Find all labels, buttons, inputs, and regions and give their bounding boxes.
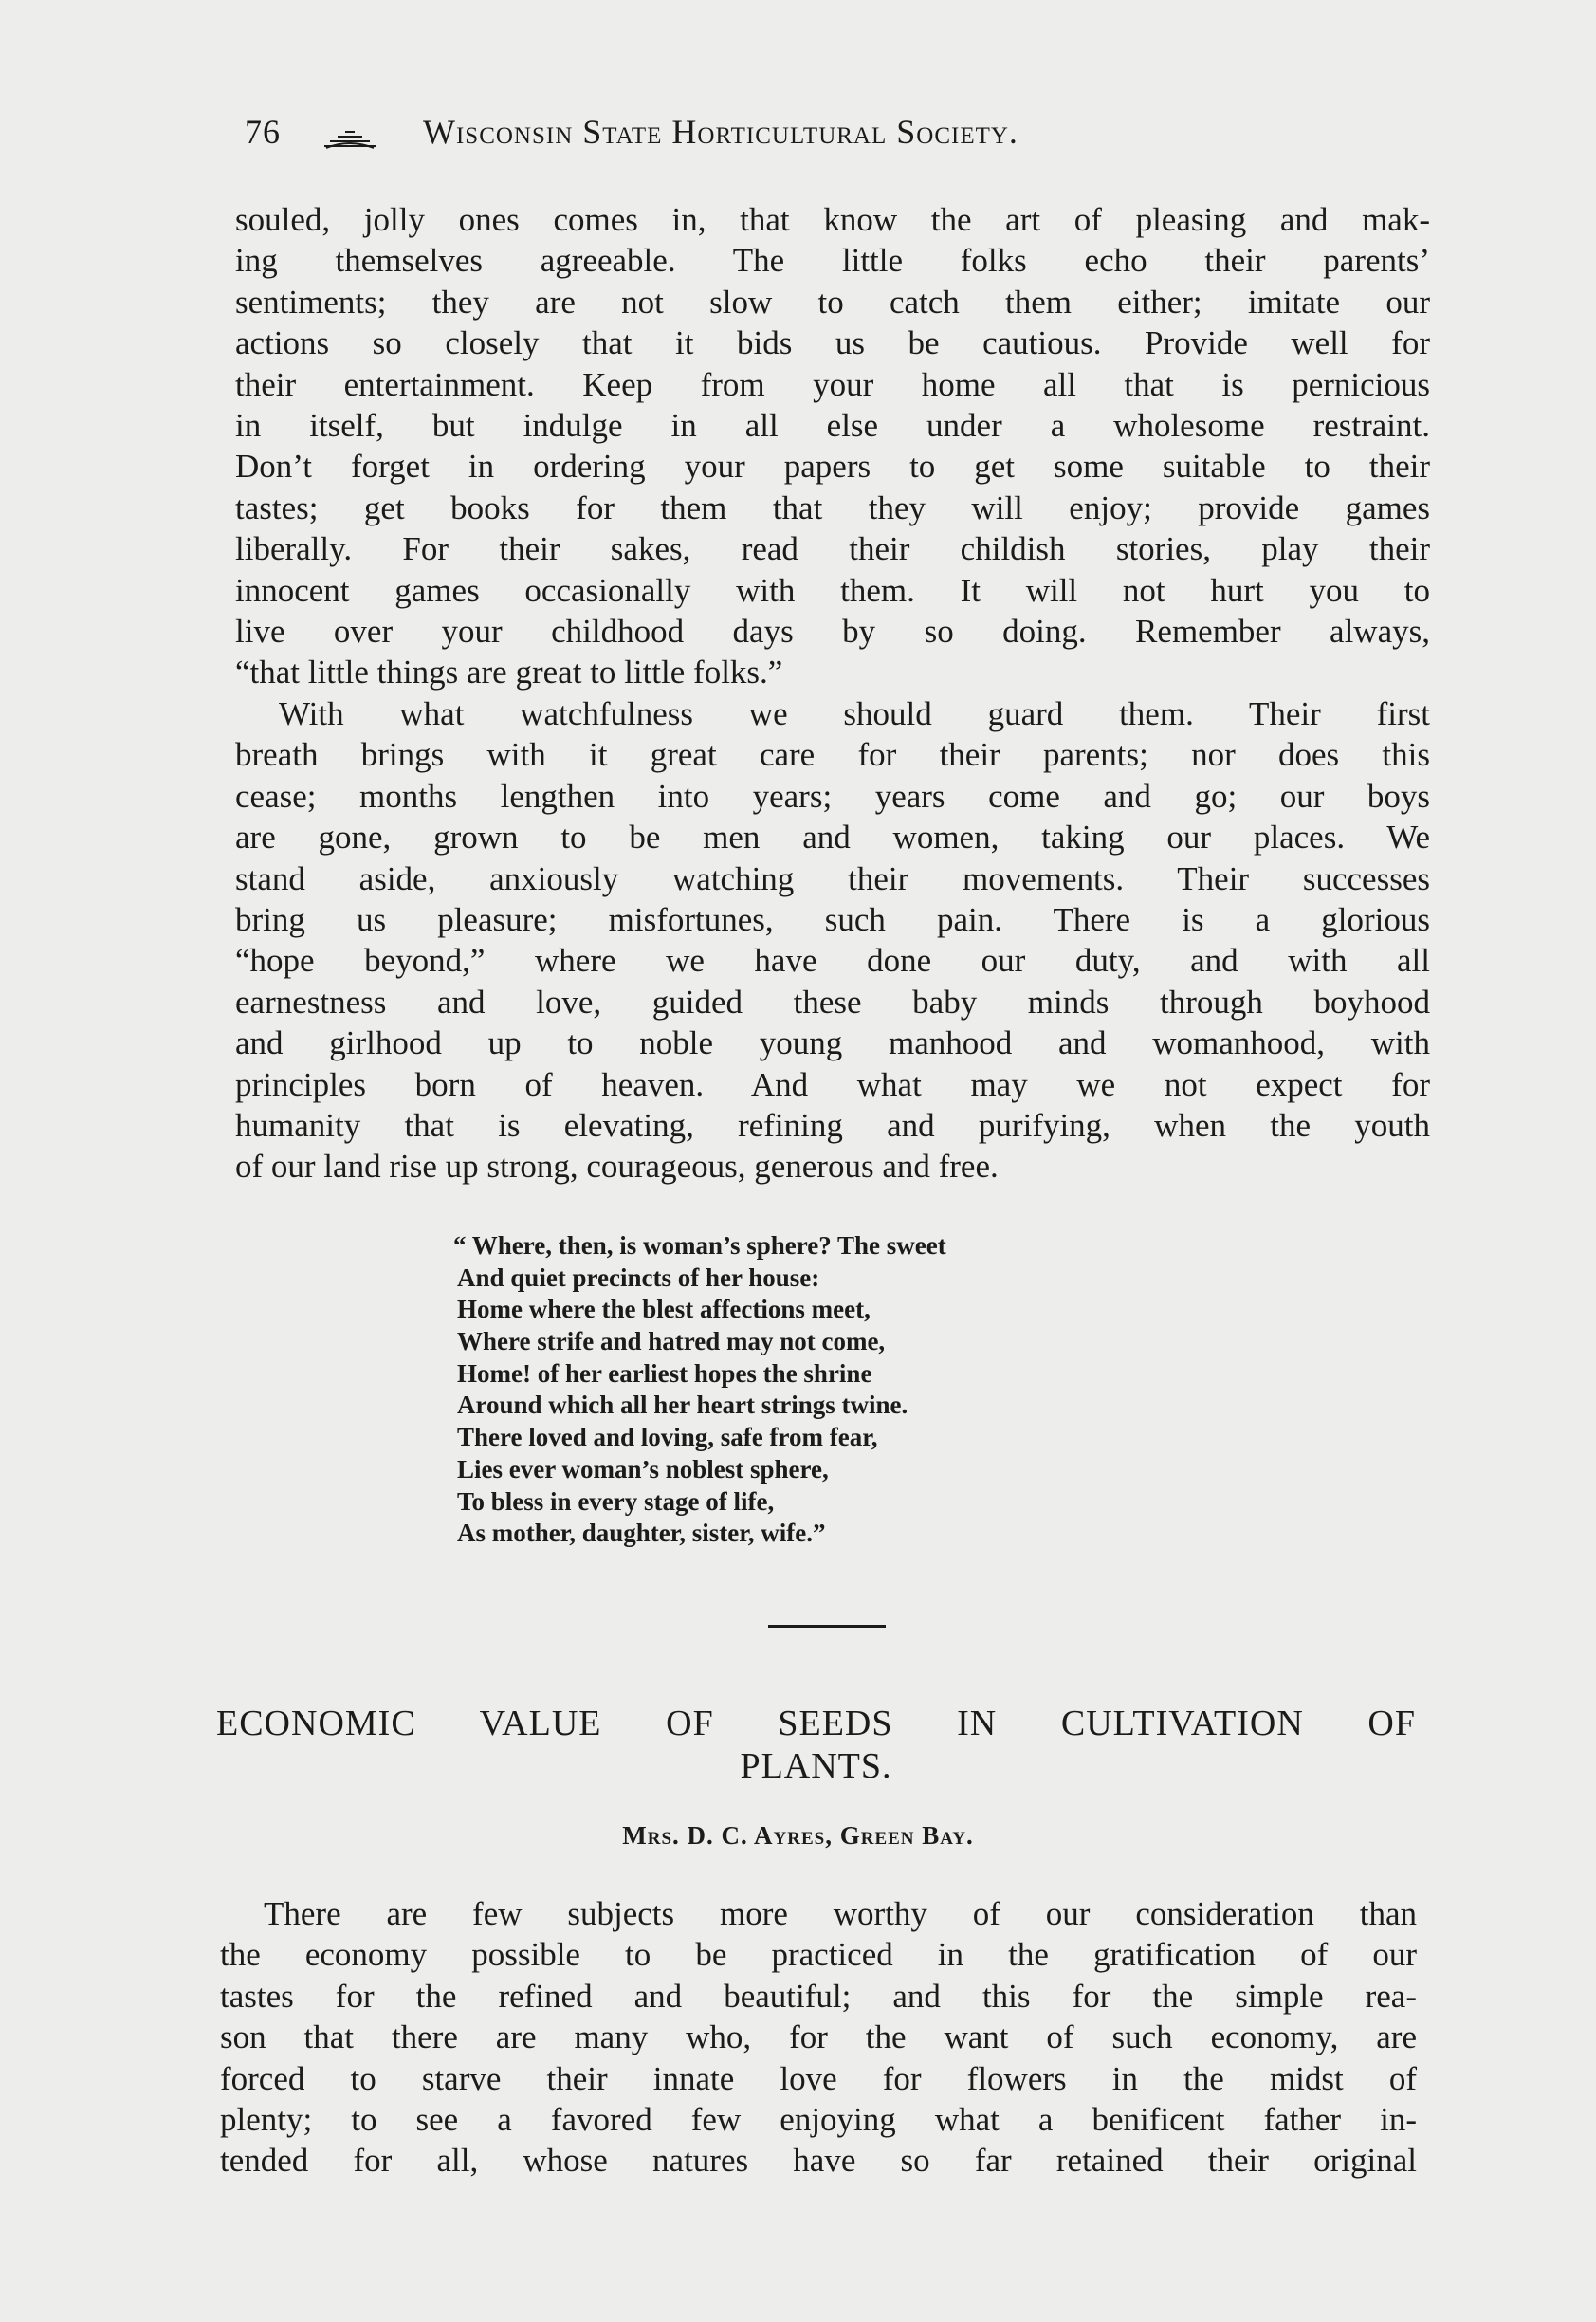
text-line: sentiments; they are not slow to catch them either; imitate our xyxy=(235,283,1430,321)
text-line: live over your childhood days by so doing. Remember always, xyxy=(235,612,1430,650)
section-divider xyxy=(768,1625,886,1628)
text-line: son that there are many who, for the want of such economy, are xyxy=(220,2018,1417,2056)
text-line: actions so closely that it bids us be cautious. Provide well for xyxy=(235,324,1430,362)
poem-line: And quiet precincts of her house: xyxy=(457,1262,820,1292)
text-line: innocent games occasionally with them. It will not hurt you to xyxy=(235,571,1430,609)
text-line: There are few subjects more worthy of our consideration than xyxy=(264,1895,1417,1932)
poem-line: “ Where, then, is woman’s sphere? The sweet xyxy=(453,1231,946,1260)
poem-line: There loved and loving, safe from fear, xyxy=(457,1423,878,1452)
text-line: and girlhood up to noble young manhood and womanhood, with xyxy=(235,1024,1430,1062)
poem-line: As mother, daughter, sister, wife.” xyxy=(457,1519,826,1548)
text-line: “hope beyond,” where we have done our duty, and with all xyxy=(235,942,1430,980)
poem-line: Around which all her heart strings twine. xyxy=(457,1391,908,1420)
running-header xyxy=(245,104,1288,157)
text-line: humanity that is elevating, refining and purifying, when the youth xyxy=(235,1106,1430,1144)
poem xyxy=(453,1230,1174,1550)
text-line: stand aside, anxiously watching their movements. Their successes xyxy=(235,859,1430,897)
text-line: liberally. For their sakes, read their childish stories, play their xyxy=(235,530,1430,568)
article-title: ECONOMIC VALUE OF SEEDS IN CULTIVATION OF xyxy=(216,1704,1416,1743)
text-line: their entertainment. Keep from your home all that is pernicious xyxy=(235,365,1430,403)
ornament-icon xyxy=(321,125,379,150)
text-line: Don’t forget in ordering your papers to get some suitable to their xyxy=(235,448,1430,486)
poem-line: Home! of her earliest hopes the shrine xyxy=(457,1358,872,1388)
running-title: Wisconsin State Horticultural Society. xyxy=(423,113,1018,151)
text-line: breath brings with it great care for their parents; nor does this xyxy=(235,736,1430,774)
text-line: in itself, but indulge in all else under a wholesome restraint. xyxy=(235,406,1430,444)
poem-line: To bless in every stage of life, xyxy=(457,1486,775,1516)
text-line: souled, jolly ones comes in, that know the art of pleasing and mak- xyxy=(235,201,1430,238)
text-line: tended for all, whose natures have so far retained their original xyxy=(220,2142,1417,2180)
paragraph-2 xyxy=(235,693,1430,1188)
text-line: plenty; to see a favored few enjoying what a benificent father in- xyxy=(220,2100,1417,2138)
text-line: With what watchfulness we should guard them. Their first xyxy=(279,695,1430,732)
paragraph-3 xyxy=(220,1893,1417,2182)
poem-line: Lies ever woman’s noblest sphere, xyxy=(457,1454,829,1484)
article-title-continued: PLANTS. xyxy=(740,1746,892,1786)
text-line: of our land rise up strong, courageous, generous and free. xyxy=(235,1148,999,1186)
page-number: 76 xyxy=(245,113,281,151)
text-line: cease; months lengthen into years; years come and go; our boys xyxy=(235,777,1430,815)
text-line: “that little things are great to little folks.” xyxy=(235,654,783,691)
text-line: forced to starve their innate love for flowers in the midst of xyxy=(220,2059,1417,2097)
text-line: earnestness and love, guided these baby minds through boyhood xyxy=(235,983,1430,1021)
text-line: principles born of heaven. And what may we not expect for xyxy=(235,1065,1430,1103)
text-line: tastes; get books for them that they will enjoy; provide games xyxy=(235,488,1430,526)
article-author: Mrs. D. C. Ayres, Green Bay. xyxy=(622,1821,974,1850)
poem-line: Where strife and hatred may not come, xyxy=(457,1327,886,1356)
paragraph-1 xyxy=(235,199,1430,693)
poem-line: Home where the blest affections meet, xyxy=(457,1295,871,1324)
text-line: are gone, grown to be men and women, taking our places. We xyxy=(235,819,1430,857)
text-line: tastes for the refined and beautiful; and this for the simple rea- xyxy=(220,1977,1417,2015)
text-line: ing themselves agreeable. The little folks echo their parents’ xyxy=(235,242,1430,280)
text-line: bring us pleasure; misfortunes, such pain. There is a glorious xyxy=(235,900,1430,938)
text-line: the economy possible to be practiced in the gratification of our xyxy=(220,1936,1417,1974)
